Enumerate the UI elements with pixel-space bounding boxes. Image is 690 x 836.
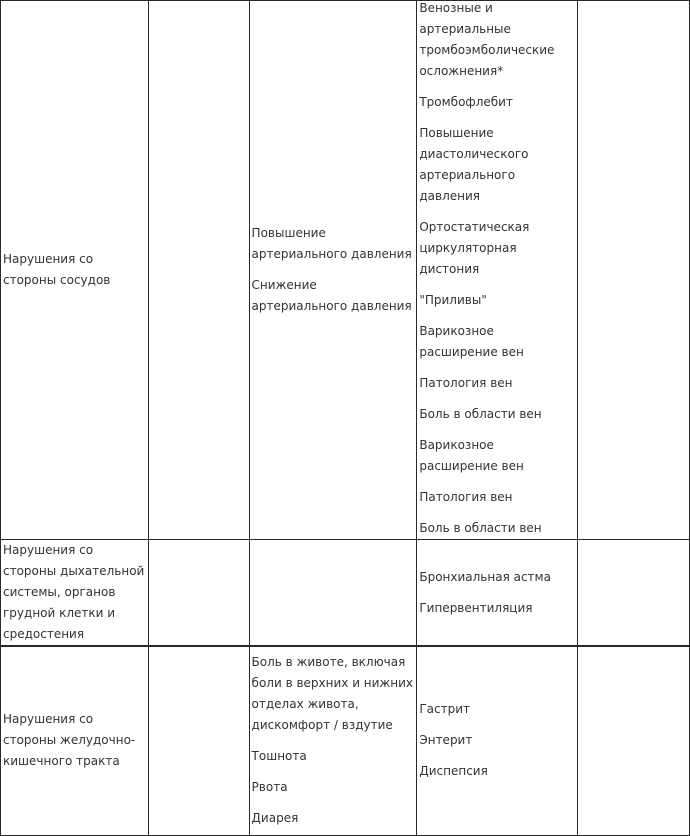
effect-entry: Патология вен xyxy=(419,490,513,504)
organ-class-cell xyxy=(1,1,149,540)
frequency-cell-3 xyxy=(249,1,417,540)
frequency-cell-5 xyxy=(578,1,690,540)
effect-entry: Варикозное расширение вен xyxy=(419,438,524,473)
effect-entry: Повышение диастолического артериального давления xyxy=(419,126,529,203)
effect-entry: Боль в животе, включая боли в верхних и нижних отделах живота, дискомфорт / вздутие xyxy=(251,655,414,733)
table-row xyxy=(1,646,690,835)
effect-entry: Боль в области вен xyxy=(419,521,542,535)
effect-entry: Диарея xyxy=(251,811,299,826)
effect-entry: Боль в области вен xyxy=(419,407,542,421)
effect-entry: Патология вен xyxy=(419,376,513,390)
frequency-cell-5 xyxy=(578,646,690,835)
effect-entry: Гастрит xyxy=(419,702,471,717)
effect-entry: Энтерит xyxy=(419,733,473,748)
organ-class-cell xyxy=(1,646,149,835)
effect-entry: Снижение артериального давления xyxy=(251,278,412,313)
frequency-cell-2 xyxy=(148,1,249,540)
organ-class-label: Нарушения со стороны сосудов xyxy=(3,252,111,287)
frequency-cell-2 xyxy=(148,540,249,647)
organ-class-label: Нарушения со стороны дыхательной системы, органов грудной клетки и средостения xyxy=(3,543,145,641)
effect-entry: Повышение артериального давления xyxy=(251,226,412,261)
frequency-cell-3 xyxy=(249,540,417,647)
table-row xyxy=(1,1,690,540)
effect-entry: Рвота xyxy=(251,780,288,795)
frequency-cell-4 xyxy=(417,646,578,835)
organ-class-label: Нарушения со стороны желудочно- кишечного тракта xyxy=(3,712,136,769)
effect-entry: Бронхиальная астма xyxy=(419,569,551,584)
effect-entry: "Приливы" xyxy=(419,293,487,307)
effect-entry: Варикозное расширение вен xyxy=(419,324,524,359)
effect-entry: Тромбофлебит xyxy=(419,95,513,109)
table-row xyxy=(1,540,690,647)
effect-entry: Ортостатическая циркуляторная дистония xyxy=(419,220,530,276)
effect-entry: Венозные и артериальные тромбоэмболические осложнения* xyxy=(419,1,555,78)
effect-entry: Гипервентиляция xyxy=(419,600,533,615)
frequency-cell-4 xyxy=(417,1,578,540)
effect-entry: Диспепсия xyxy=(419,764,488,779)
frequency-cell-5 xyxy=(578,540,690,647)
organ-class-cell xyxy=(1,540,149,647)
frequency-cell-3 xyxy=(249,646,417,835)
frequency-cell-4 xyxy=(417,540,578,647)
frequency-cell-2 xyxy=(148,646,249,835)
effect-entry: Тошнота xyxy=(251,749,307,764)
